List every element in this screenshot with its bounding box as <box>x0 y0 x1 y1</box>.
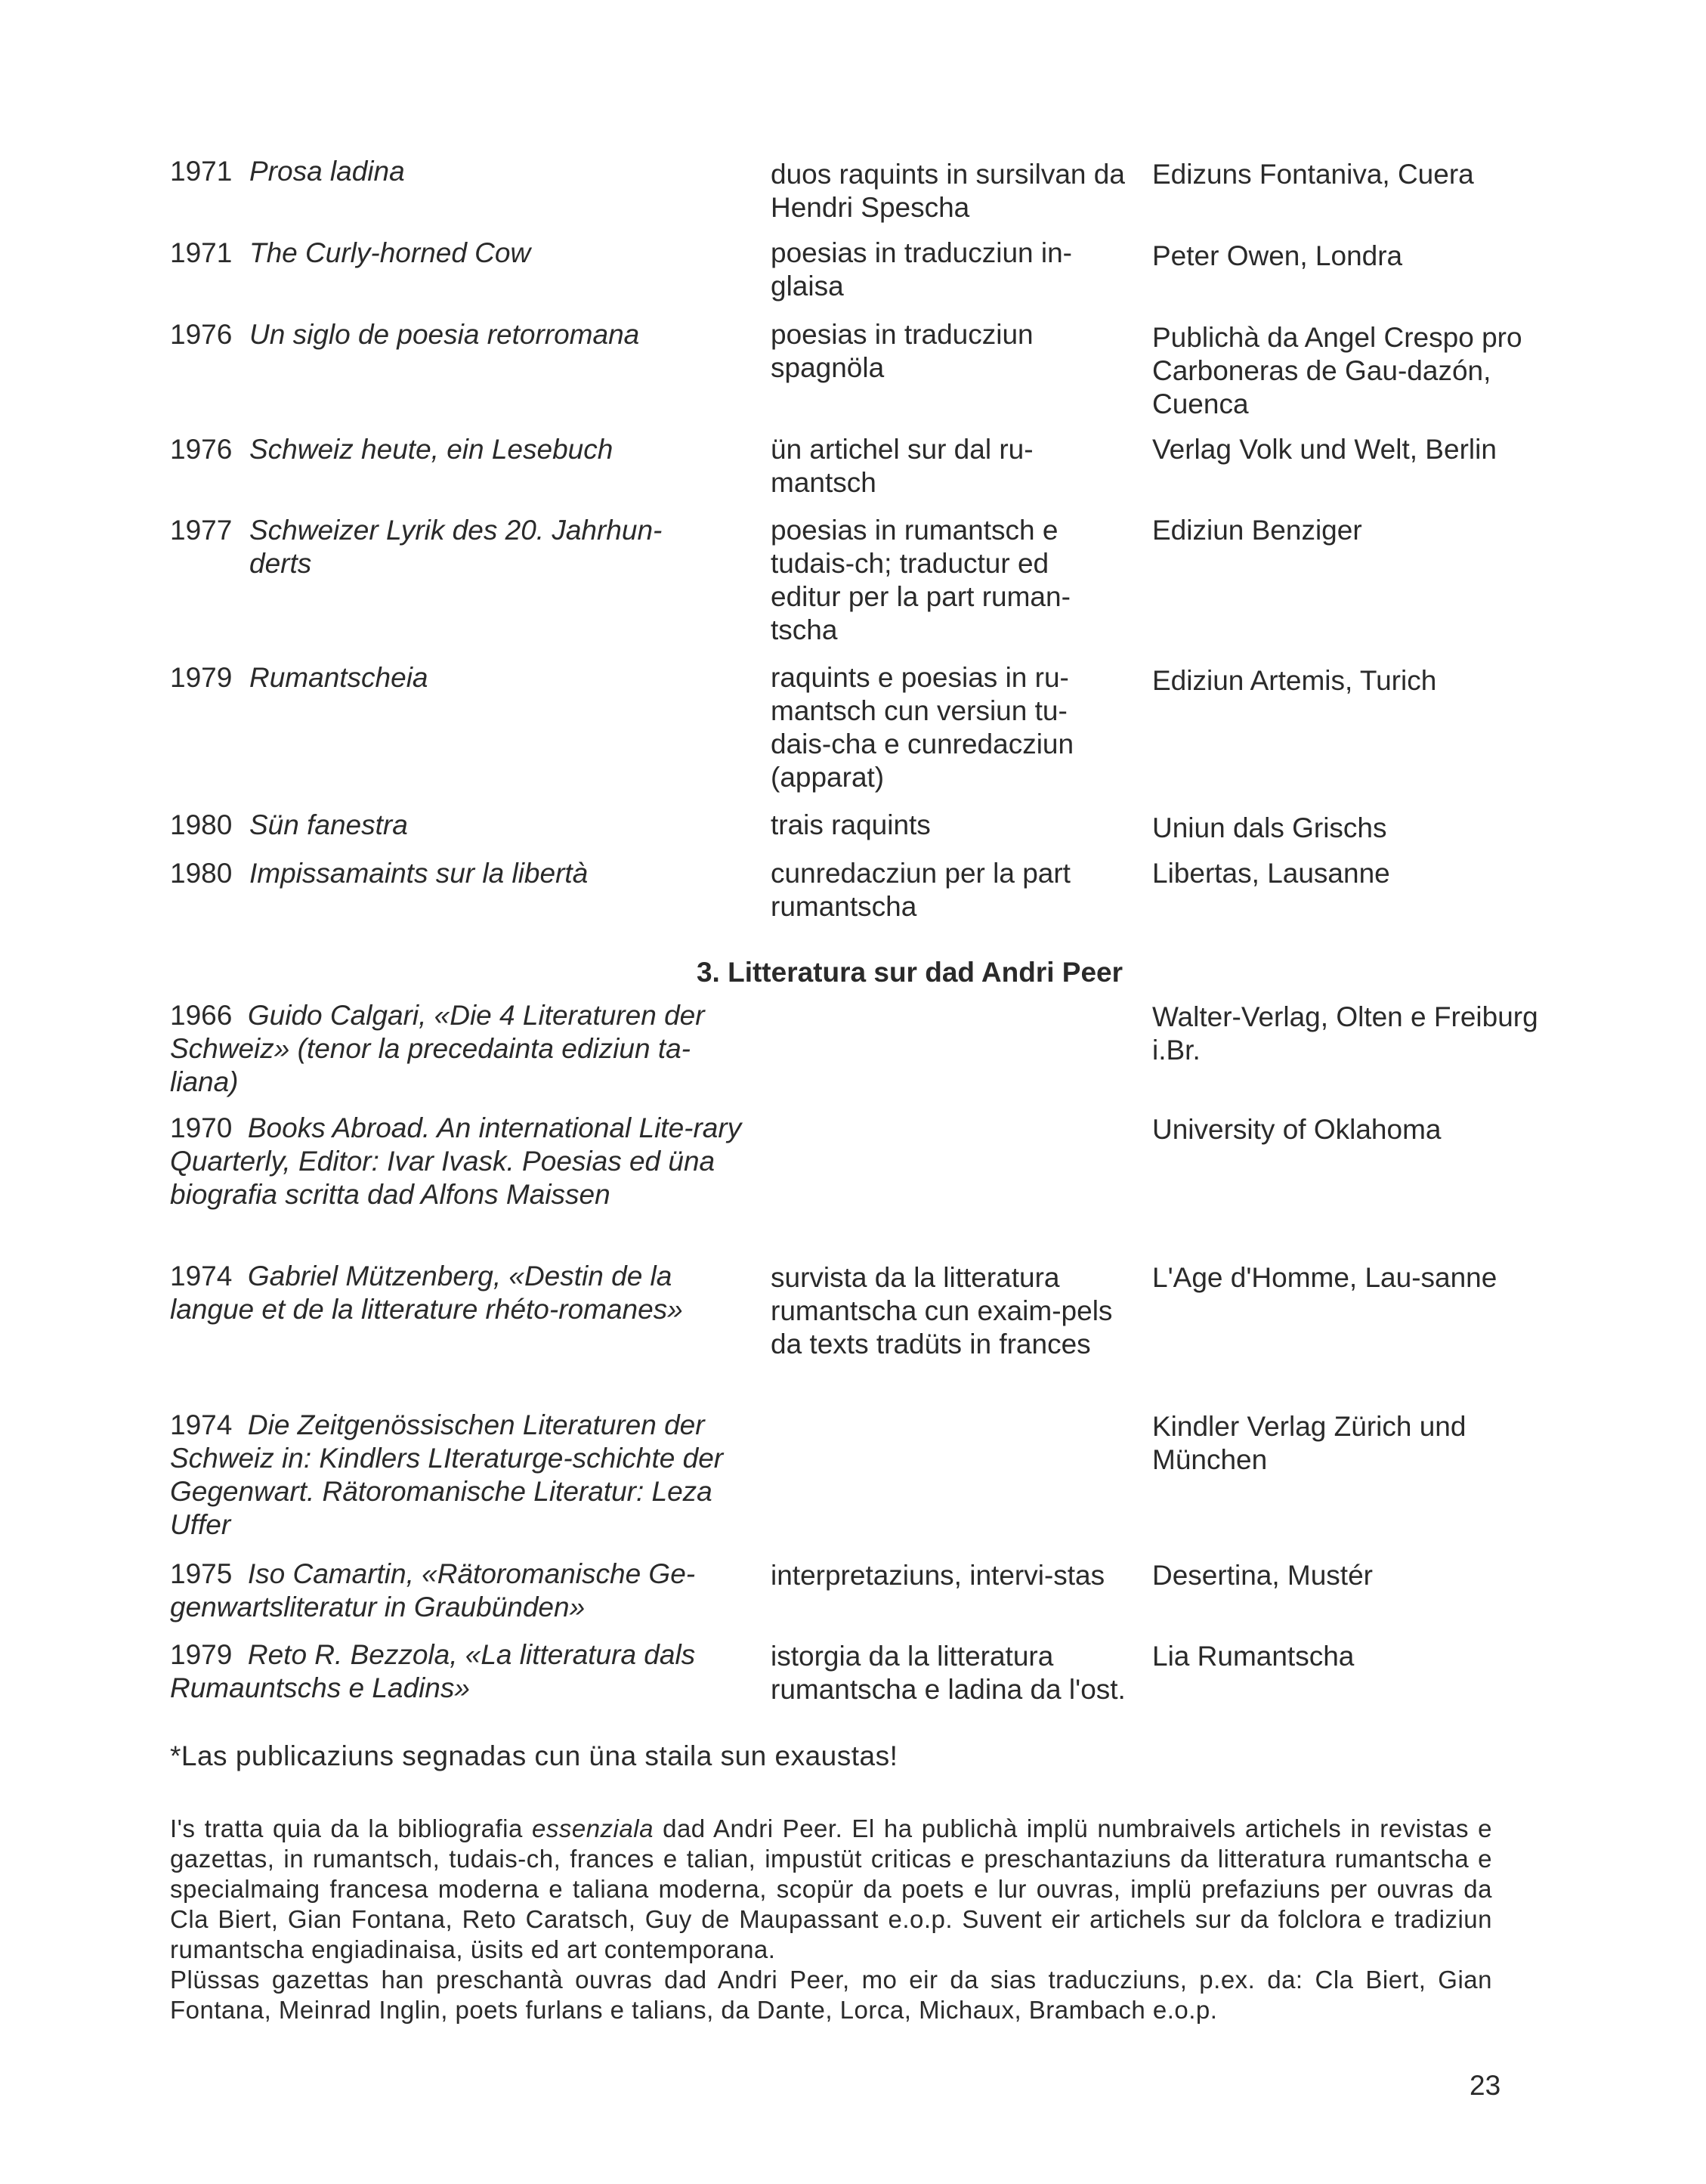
entry-publisher: Desertina, Mustér <box>1152 1560 1373 1591</box>
entry-description: duos raquints in sursilvan da Hendri Spescha <box>771 159 1125 223</box>
entry-title <box>170 1409 744 1542</box>
entry-publisher: Uniun dals Grischs <box>1152 812 1387 843</box>
entry-description: poesias in traducziun in-glaisa <box>771 237 1072 302</box>
entry-publisher: Peter Owen, Londra <box>1152 240 1403 271</box>
footnote: *Las publicaziuns segnadas cun üna staila sun exaustas! <box>170 1740 898 1771</box>
entry-title <box>170 999 744 1099</box>
entry-title <box>170 1260 744 1326</box>
entry-year: 1980 <box>170 858 233 889</box>
entry-title <box>170 1638 744 1705</box>
entry-description: cunredacziun per la part rumantscha <box>771 858 1071 922</box>
closing-paragraph <box>170 1814 1492 2025</box>
entry-year: 1977 <box>170 515 233 546</box>
entry-year: 1971 <box>170 237 233 268</box>
paragraph-text-2: dad Andri Peer. El ha publichà implü numbraivels artichels in revistas e gazettas, in rumantsch, tudais-ch, frances e talian, impustüt criticas e preschantaziuns da litteratura rumantscha e specialmaing francesa moderna e taliana moderna, scopür da poets e lur ouvras, implü prefaziuns per ouvras da Cla Biert, Gian Fontana, Reto Caratsch, Guy de Maupassant e.o.p. Suvent eir artichels sur da folclora e tradiziun rumantscha engiadinaisa, üsits ed art contemporana. <box>170 1814 1492 1963</box>
entry-title-text: Reto R. Bezzola, «La litteratura dals Rumauntschs e Ladins» <box>170 1639 696 1703</box>
paragraph-text-3: Plüssas gazettas han preschantà ouvras dad Andri Peer, mo eir da sias traducziuns, p.ex. da: Cla Biert, Gian Fontana, Meinrad Inglin, poets furlans e talians, da Dante, Lorca, Michaux, Brambach e.o.p. <box>170 1966 1492 2024</box>
entry-title-text: Die Zeitgenössischen Literaturen der Schweiz in: Kindlers LIteraturge-schichte der Gegenwart. Rätoromanische Literatur: Leza Uffer <box>170 1409 724 1540</box>
entry-title-text: Guido Calgari, «Die 4 Literaturen der Schweiz» (tenor la precedainta ediziun ta-liana) <box>170 1000 705 1097</box>
entry-year: 1974 <box>170 1261 233 1292</box>
entry-title: Prosa ladina <box>249 156 405 187</box>
entry-description: poesias in traducziun spagnöla <box>771 319 1034 383</box>
entry-year: 1971 <box>170 156 233 187</box>
entry-year: 1976 <box>170 434 233 465</box>
entry-publisher: Ediziun Artemis, Turich <box>1152 665 1437 696</box>
entry-description: poesias in rumantsch e tudais-ch; traductur ed editur per la part ruman-tscha <box>771 515 1071 645</box>
entry-title: Sün fanestra <box>249 809 408 840</box>
entry-title: Impissamaints sur la libertà <box>249 858 589 889</box>
entry-title: Schweizer Lyrik des 20. Jahrhun-derts <box>249 515 663 579</box>
entry-description: interpretaziuns, intervi-stas <box>771 1560 1105 1591</box>
entry-publisher: Walter-Verlag, Olten e Freiburg i.Br. <box>1152 1001 1538 1066</box>
entry-description: ün artichel sur dal ru-mantsch <box>771 434 1034 498</box>
entry-title: Un siglo de poesia retorromana <box>249 319 640 350</box>
entry-description: raquints e poesias in ru-mantsch cun versiun tu-dais-cha e cunredacziun (apparat) <box>771 662 1074 793</box>
entry-description: trais raquints <box>771 809 931 840</box>
entry-year: 1974 <box>170 1409 233 1440</box>
entry-year: 1979 <box>170 662 233 693</box>
entry-publisher: L'Age d'Homme, Lau-sanne <box>1152 1262 1497 1293</box>
entry-description: istorgia da la litteratura rumantscha e ladina da l'ost. <box>771 1641 1126 1705</box>
entry-publisher: Verlag Volk und Welt, Berlin <box>1152 434 1497 465</box>
entry-publisher: University of Oklahoma <box>1152 1114 1442 1145</box>
entry-title-text: Books Abroad. An international Lite-rary Quarterly, Editor: Ivar Ivask. Poesias ed üna biografia scritta dad Alfons Maissen <box>170 1112 742 1210</box>
page-number: 23 <box>1470 2070 1501 2101</box>
entry-publisher: Libertas, Lausanne <box>1152 858 1390 889</box>
entry-year: 1975 <box>170 1558 233 1589</box>
entry-year: 1980 <box>170 809 233 840</box>
section-heading: 3. Litteratura sur dad Andri Peer <box>696 957 1123 988</box>
paragraph-emphasis: essenziala <box>532 1814 654 1842</box>
entry-title-text: Gabriel Mützenberg, «Destin de la langue et de la litterature rhéto-romanes» <box>170 1261 683 1325</box>
entry-publisher: Lia Rumantscha <box>1152 1641 1355 1672</box>
entry-year: 1976 <box>170 319 233 350</box>
entry-publisher: Ediziun Benziger <box>1152 515 1362 546</box>
entry-publisher: Edizuns Fontaniva, Cuera <box>1152 159 1474 190</box>
entry-publisher: Publichà da Angel Crespo pro Carboneras de Gau-dazón, Cuenca <box>1152 322 1522 419</box>
paragraph-text-1: I's tratta quia da la bibliografia <box>170 1814 532 1842</box>
entry-publisher: Kindler Verlag Zürich und München <box>1152 1411 1466 1475</box>
entry-title: The Curly-horned Cow <box>249 237 531 268</box>
entry-description: survista da la litteratura rumantscha cun exaim-pels da texts tradüts in frances <box>771 1262 1113 1360</box>
entry-title: Schweiz heute, ein Lesebuch <box>249 434 613 465</box>
entry-title-text: Iso Camartin, «Rätoromanische Ge-genwartsliteratur in Graubünden» <box>170 1558 696 1623</box>
entry-title: Rumantscheia <box>249 662 428 693</box>
entry-year: 1979 <box>170 1639 233 1670</box>
entry-title <box>170 1558 744 1624</box>
entry-year: 1970 <box>170 1112 233 1143</box>
entry-title <box>170 1112 744 1211</box>
entry-year: 1966 <box>170 1000 233 1031</box>
